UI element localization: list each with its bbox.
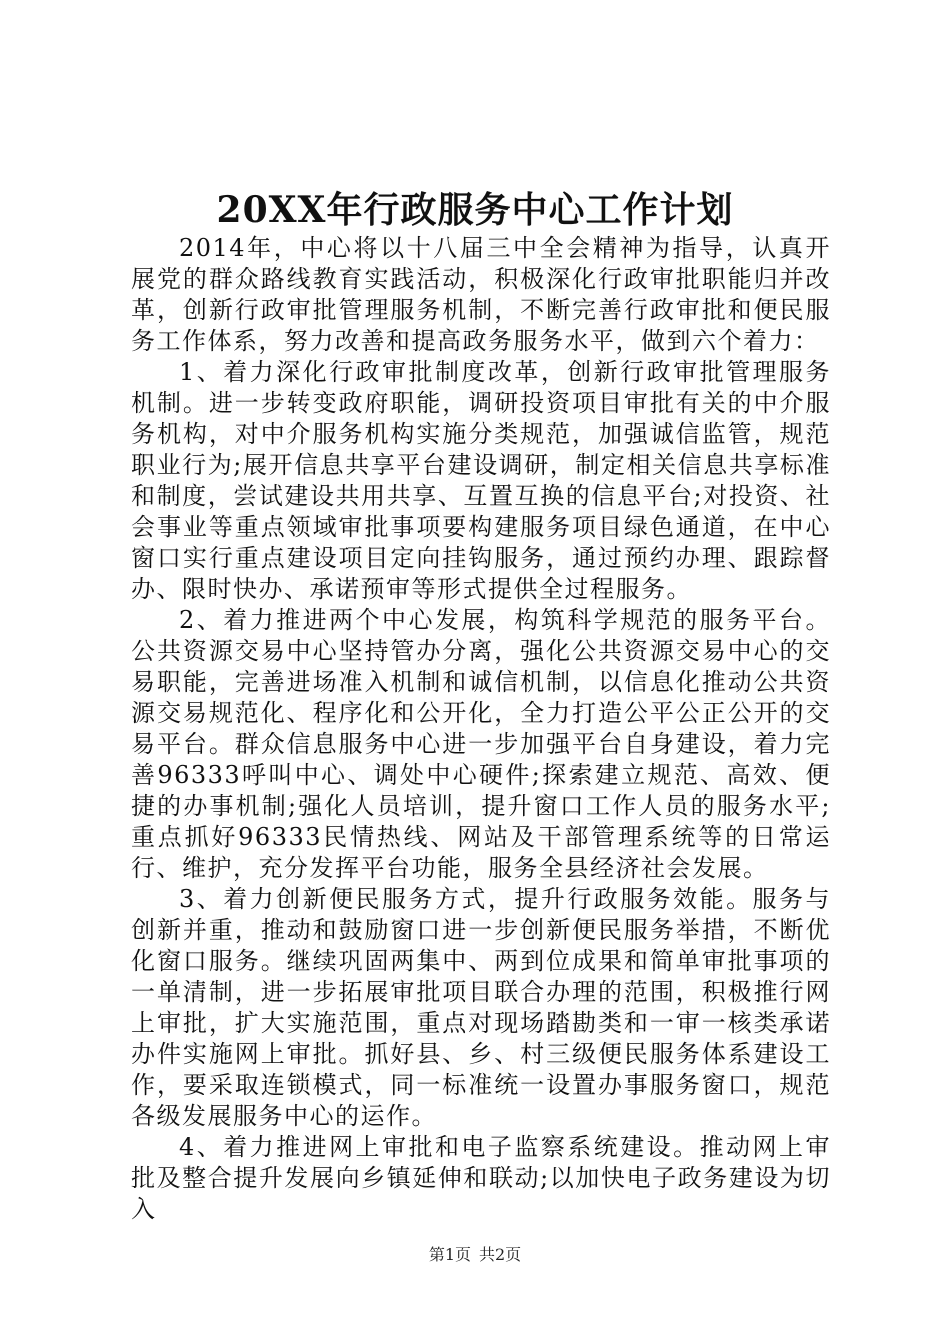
- paragraph-item-4: 4、着力推进网上审批和电子监察系统建设。推动网上审批及整合提升发展向乡镇延伸和联动;以加快电子政务建设为切入: [131, 1133, 831, 1223]
- page-number: 第1页: [428, 1245, 471, 1264]
- paragraph-item-3: 3、着力创新便民服务方式，提升行政服务效能。服务与创新并重，推动和鼓励窗口进一步创新便民服务举措，不断优化窗口服务。继续巩固两集中、两到位成果和简单审批事项的一单清制，进一步拓展审批项目联合办理的范围，积极推行网上审批，扩大实施范围，重点对现场踏勘类和一审一核类承诺办件实施网上审批。抓好县、乡、村三级便民服务体系建设工作，要采取连锁模式，同一标准统一设置办事服务窗口，规范各级发展服务中心的运作。: [131, 885, 831, 1130]
- page-total: 共2页: [479, 1245, 522, 1264]
- paragraph-item-1: 1、着力深化行政审批制度改革，创新行政审批管理服务机制。进一步转变政府职能，调研投资项目审批有关的中介服务机构，对中介服务机构实施分类规范，加强诚信监管，规范职业行为;展开信息共享平台建设调研，制定相关信息共享标准和制度，尝试建设共用共享、互置互换的信息平台;对投资、社会事业等重点领域审批事项要构建服务项目绿色通道，在中心窗口实行重点建设项目定向挂钩服务，通过预约办理、跟踪督办、限时快办、承诺预审等形式提供全过程服务。: [131, 358, 831, 603]
- page-footer: [0, 1244, 950, 1266]
- paragraph-item-2: 2、着力推进两个中心发展，构筑科学规范的服务平台。公共资源交易中心坚持管办分离，强化公共资源交易中心的交易职能，完善进场准入机制和诚信机制，以信息化推动公共资源交易规范化、程序化和公开化，全力打造公平公正公开的交易平台。群众信息服务中心进一步加强平台自身建设，着力完善96333呼叫中心、调处中心硬件;探索建立规范、高效、便捷的办事机制;强化人员培训，提升窗口工作人员的服务水平;重点抓好96333民情热线、网站及干部管理系统等的日常运行、维护，充分发挥平台功能，服务全县经济社会发展。: [131, 606, 831, 882]
- document-title: 20XX年行政服务中心工作计划: [216, 189, 734, 231]
- document-body: [131, 233, 831, 1225]
- paragraph-intro: 2014年，中心将以十八届三中全会精神为指导，认真开展党的群众路线教育实践活动，积极深化行政审批职能归并改革，创新行政审批管理服务机制，不断完善行政审批和便民服务工作体系，努力改善和提高政务服务水平，做到六个着力：: [131, 234, 831, 355]
